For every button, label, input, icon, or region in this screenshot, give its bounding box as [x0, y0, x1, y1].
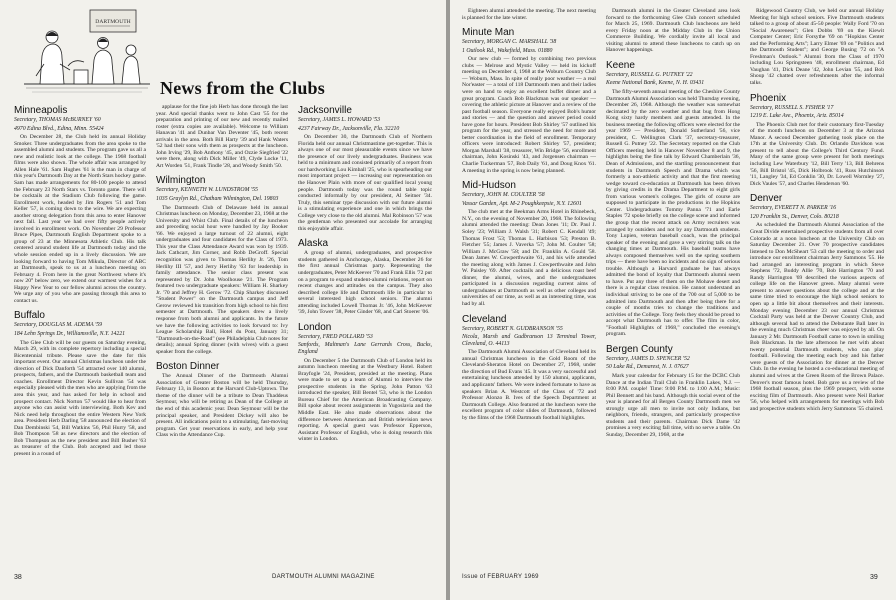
club-report-text: Dartmouth alumni in the Greater Cleveland area look forward to the forthcoming Glee Club concert scheduled for March 25, 1969. Dartmouth Club luncheons are held every Friday noon at the Midday Club in the Union Commerce Building. We cordially invite all local and visiting alumni to attend these luncheons to catch up on Hanover happenings. — [606, 8, 740, 54]
club-secretary: Secretary, RUSSELL S. FISHER '17 — [750, 104, 834, 111]
club-address: Vassar Garden, Apt. M-2 Poughkeepsie, N.Y. 12601 — [462, 200, 582, 207]
club-secretary: Secretary, JOHN M. COULTER '58 — [462, 192, 545, 199]
club-heading: Jacksonville — [298, 105, 352, 116]
club-address: 1 Outlook Rd., Wakefield, Mass. 01880 — [462, 47, 553, 54]
club-address: Keene National Bank, Keene, N. H. 03431 — [606, 80, 705, 87]
club-report-text: The Phoenix Club met for their customary first-Tuesday of the month luncheon on December 3 at the Arizona Manor. A second December gathering took place on the 17th at the University Club. Dr. Orlando Davidson was present to tell about the College's Third Century Fund. Many of the same group were present for both meetings including Lew Waterbury '12, Bill Terry '13, Bill Behrens '56, Bill Bristol '45, Dick Holbrook '41, Russ Hutchinson '11, Langley '34, Ed Conklin '30, Dr. Lowell Wormley '27, Dick Vaules '57, and Charles Henderson '60. — [750, 121, 884, 187]
club-address: Sanfords, Maltman's Lane Gerrards Cross, Bucks, England — [298, 342, 432, 356]
illustration-label: DARTMOUTH — [95, 19, 131, 25]
club-secretary: Secretary, ROBERT N. GUDBRANSON '55 — [462, 325, 563, 332]
club-secretary: Secretary, KENNETH W. LUNDSTROM '55 — [156, 187, 258, 194]
club-report-text: Mark your calendar for February 15 for the DCBC Club Dance at the Indian Trail Club in Franklin Lakes, N.J. — 8:00 P.M. couple! Time: 9:00 P.M. to 1:00 A.M.; Music: Phil Bennett and his band. Although this social event of the year is planned for all Bergen County Dartmouth men we strongly urge all men to invite not only Indians, but neighbors, friends, strangers, and particularly prospective students and their parents. Chairman Dick Dame '42 promises a very exciting fall time, with no serve a table. On Sunday, December 29, 1968, at the — [606, 372, 740, 438]
section-gap — [156, 439, 288, 444]
club-report-text: On December 30, the Dartmouth Club of Northern Florida held our annual Christmastime get-together. This is always one of our most pleasurable events since we have the presence of our lively undergraduates. Business was held to a minimum and consisted primarily of a report from our hardworking Lou Kimball '25, who is spearheading our most important project — increasing our representation on the Hanover Plain with more of our qualified local young people. Dartmouth today was the round table topic conducted informally by our president, Al Seitner '34. Truly, this seminar type discussion with our future alumni is a stimulating experience and one in which brings the College very close to the old alumni. Mal Robinson '57 was the gentleman who presented our accolade for arranging this enjoyable affair. — [298, 134, 432, 232]
club-secretary: Secretary, FRED POLLARD '53 — [298, 333, 373, 340]
club-report-text: The Annual Dinner of the Dartmouth Alumni Association of Greater Boston will be held Thursday, February 13, in Boston at the Harvard Club-Uptown. The theme of the dinner will be a tribute to Dean Thaddeus Seymour, who will be retiring as Dean of the College at the end of this academic year. Dean Seymour will be the principal speaker, and President Dickey will also be present. All indications point to a stimulating, fast-moving program. Get your reservations in early, and help your Class win the Attendance Cup. — [156, 373, 288, 439]
club-address: 50 Lake Rd., Demarest, N. J. 07627 — [606, 364, 689, 371]
page-number-left: 38 — [14, 574, 22, 581]
club-heading: London — [298, 321, 332, 333]
left-page — [0, 0, 446, 600]
page-number-right: 39 — [870, 574, 878, 581]
section-gap — [750, 412, 884, 417]
section-gap — [462, 421, 596, 426]
club-report-text: The Dartmouth Club of Delaware held its annual Christmas luncheon on Monday, December 23, 1968 at the University and Whist Club. Final details of the luncheon and preceding social hour were handled by Jay Booker '66. We enjoyed a large turnout of 22 alumni, eight undergraduates and four candidates for the Class of 1973. This year the Class Attendance Award was won by 1939. Jack Cathcart, Jim Corner, and Robb DeGroff. Special recognition was given to Thomas Herlihy Jr. '26, Tom Herlihy III '57, and Jerry Herlihy '63 for leadership in family attendance. The senior class present was represented by Dr. John Woolhouse '21. The Program featured two undergraduate speakers: William H. Sharkey Jr. '70 and Jeffrey H. Gerow '72. Chip Sharkey discussed "Student Power" on the Dartmouth campus and Jeff Gerow reviewed his transition from high school to his first semester at Dartmouth. The speakers drew a lively response from both alumni and applicants. In the future we have the following activities to look forward to: Ivy League Scholarship Ball, Hotel du Pont, January 31; "Dartmouth-on-the-Road" (see Philadelphia Club notes for details); annual Spring dinner (with wives) with a guest speaker from the college. — [156, 204, 288, 355]
club-address: 4237 Fairway Dr., Jacksonville, Fla. 32210 — [298, 125, 400, 132]
club-heading: Alaska — [298, 238, 329, 250]
club-heading: Minute Man — [462, 27, 515, 39]
issue-footer: Issue of FEBRUARY 1969 — [462, 574, 539, 580]
clubhouse-illustration — [22, 4, 152, 96]
club-report-text: The club met at the Beekman Arms Hotel in Rhinebeck, N.Y., on the evening of November 20, 1968. The following alumni attended the meeting: Dean Jones '11; Dr. Paul J. Soley '23; William J. Walsh '31; Robert C. Kendall '49; Thomas Frost '53; Thomas L. Harbison '53; Preston B. Fletcher '55; James J. Vaverka '57; John M. Coulter '58; William J. McGraw '58; and Dr. Franklin A. Gould '58. Dean James W. Cowperthwaite '61, and his wife attended the meeting along with James J. Cowperthwaite and John W. Paisley '69. After cocktails and a delicious roast beef dinner, the alumni, wives, and the undergraduates participated in a discussion regarding current aims of undergraduates at Dartmouth as well as other colleges and universities of our time, as well as an interesting time, was had by all. — [462, 209, 596, 307]
club-heading: Denver — [750, 193, 783, 205]
club-secretary: Secretary, MORGAN C. MARSHALL '38 — [462, 39, 557, 46]
right-page — [450, 0, 896, 600]
club-report-text: The fifty-seventh annual meeting of the Cheshire County Dartmouth Alumni Association was held Thursday evening, December 26, 1968. Although the weather was somewhat decimated by the zero weather and that bug from Hong Kong sixty hardy members and guests attended. In the business meeting the following officers were elected for the year 1969 — President, Donald Sutherland '56, vice president, C. Wellington Clark '37, secretary-treasurer, Russell G. Putney '22. The Secretary reported on the Club Officers meeting held in Hanover November 8 and 9, the highlights being the fine talk by Edward Chamberlain '36, Dean of Admissions, and the startling pronouncement that students in Dartmouth Speech and Drama which was formerly a non-athletic activity and that the first meeting wedge toward co-education at Dartmouth has been driven by giving credits in the Drama Department to eight girls from various women's colleges. The girls of course are supposed to participate in the productions in the Hopkins Center. Undergraduates Tommy Panna '71 and Earle Staples '72 spoke briefly on the college scene and informed the group that the recent attack on Army recruiters was arranged by outsiders and not by any Dartmouth students. Tony Lupien, veteran baseball coach, was the principal speaker of the evening and gave a very stirring talk on the changing times at Dartmouth. His baseball teams have always composed themselves well on the spring southern trips — there have been no incidents and no sign of serious trouble. Although a Harvard graduate he has always admitted the bond of loyalty that Dartmouth alumni seem to have. Put any three of them on the Mohave desert and there is a regular class reunion. He cannot understand an individual striving to be one of the 700 out of 5,000 to be admitted into Dartmouth and then after being there for a couple of months tries to change the traditions and activities of the College. Tony feels they should be proud to accept what Dartmouth has to offer. The film in color, "Football Highlights of 1968," concluded the evening's program. — [606, 89, 740, 338]
club-heading: Minneapolis — [14, 105, 68, 116]
magazine-footer: DARTMOUTH ALUMNI MAGAZINE — [272, 574, 375, 580]
page-title: News from the Clubs — [160, 78, 325, 98]
club-secretary: Secretary, THOMAS McBURNEY '60 — [14, 117, 101, 123]
club-report-text: As scheduled the Dartmouth Alumni Association of the Great Divide entertained prospective students from all over Colorado at a noon luncheon at the University Club on Saturday December 21. Over 70 prospective candidates listened to Don McSheart '53 call the meeting to order and introduce our enrollment chairman Jerry Sammons '55. He had arranged an interesting program in which Steve Stephens '72, Buddy Allie '70, Bob Harrington '70 and Randy Harrington '69 described the various aspects of college life on the Hanover green. Many alumni were present to answer questions about the college and at the same time tried to encourage the high school seniors to open up a little bit about themselves and their interests. Monday evening December 23 our annual Christmas Cocktail Party was held at the Denver Country Club, and although several had to attend the Debutante Ball later in the evening much Christmas cheer was enjoyed by all. On January 2 Mr. Dartmouth Football came to town in smiling Bob Blackman. In the late afternoon he met with about twenty potential Dartmouth students, who can play football. Following the meeting each boy and his father were guests of the Association for dinner at the Denver Club. In the evening he hosted a co-educational meeting of alumni and wives at the Green Room of the Brown Palace. Denver's most famous hotel. Bob gave us a review of the 1968 football season, plus the 1969 prospect, with some exciting film of Dartmouth. Also present were Neil Barker '56, who helped with arrangements for meetings with Bob and prospective students which Jerry Sammons '55 chaired. — [750, 222, 884, 412]
club-secretary: Secretary, JAMES L. HOWARD '53 — [298, 117, 381, 123]
club-address: 184 Lehn Springs Dr., Williamsville, N.Y. 14221 — [14, 331, 126, 337]
club-report-text: Eighteen alumni attended the meeting. The next meeting is planned for the late winter. — [462, 8, 596, 21]
club-report-text: The Dartmouth Alumni Association of Cleveland held its annual Christmas luncheon in the Gold Room of the Cleveland-Sheraton Hotel on December 27, 1968, under the direction of Bud Evans '45. It was a very successful and entertaining luncheon attended by 150 alumni, applicants, and applicants' fathers. We were indeed fortunate to have as speakers Brian A. Westcott of the Class of '72 and Professor Alonzo B. Ives of the Speech Department at Dartmouth College. Also featured at the luncheon were the excellent program of color slides of Dartmouth, followed by the films of the 1968 Dartmouth football highlights. — [462, 349, 596, 421]
club-address: 4970 Edina Blvd., Edina, Minn. 55424 — [14, 125, 104, 132]
club-report-text: On December 5 the Dartmouth Club of London held its autumn luncheon meeting at the Westbury Hotel. Robert Brayfogle '24, President, presided at the meeting. Plans were made to set up a team of Alumni to interview the prospective students in the Spring. John Patton '63 introduced the speaker, Bill Bentel '53, who is the London Bureau Chief for the American Broadcasting Company. Bill spoke about recent assignments in Yugoslavia and the Middle East. He also made observations about the difference between American and British television news reporting. A special guest was Professor Epperson, Assistant Professor of English, who is doing research this winter in London. — [298, 357, 432, 443]
section-gap — [298, 443, 432, 448]
section-gap — [14, 457, 146, 462]
club-secretary: Secretary, EVERETT N. PARKER '16 — [750, 205, 837, 212]
club-secretary: Secretary, RUSSELL G. PUTNEY '22 — [606, 71, 693, 78]
left-column-3 — [298, 104, 432, 448]
left-column-2 — [156, 104, 288, 444]
club-heading: Boston Dinner — [156, 361, 220, 373]
club-report-text: The Glee Club will be our guests on Saturday evening, March 29, with its complete repertory including a special Bicentennial tribute. Please save the date for this important event. Our annual Christmas luncheon under the direction of Dick Danforth '54 attracted over 140 alumni, prospects, fathers, and the Dartmouth basketball team and coaches. Enrollment Director Kevin Sullivan '54 was especially pleased with the men who are applying from the area this year, and has asked for help in school and prospect contact. Nick Norton '57 would like to hear from anyone who can assist with interviewing. Both Kev and Nick need help throughout the entire Western New York area. President Herb Darling '58 announced the election of Dan Dembinski '54, Bill Watkins '56, Phil Hurry '58, and Bob Thompson '58 as new directors and the election of Bob Thompson as the new president and Bill Busher '63 as treasurer of the Club. Bob accepted and led those present in a round of — [14, 339, 146, 457]
club-report-text: applause for the fine job Herb has done through the last year. And special thanks went to John Cast '55 for the preparation and printing of our new and recently mailed roster (extra copies are available). Welcome to William Hanavan '41 and Dunbar Van Deventer '45, both recent arrivals in the area. Both Bill Harty '39 and Hank Waters '52 had their sons with them as prospects at the luncheon. John Irving '29, Bob Anthony '45, and Ozzie Siegfried '22 were there, along with Dick Miller '49, Clyde Locke '11, Art Worden '51, Frank Tindle '28, and Woody Smith '50. — [156, 104, 288, 169]
club-heading: Buffalo — [14, 310, 45, 322]
club-heading: Mid-Hudson — [462, 180, 516, 192]
club-heading: Keene — [606, 59, 635, 71]
club-address: 1219 E. Lake Ave., Phoenix, Ariz. 85014 — [750, 113, 844, 120]
right-column-2 — [606, 8, 740, 443]
club-report-text: Our new club — formed by combining two previous clubs — Melrose and Mystic Valley — held its kickoff meeting on December 4, 1968 at the Woburn Country Club — Woburn, Mass. In spite of really poor weather — a real Nor'easter — a total of 118 Dartmouth men and their ladies were on hand to enjoy an excellent buffet dinner and a great program. Coach Bob Blackman was our speaker — covering the athletic picture at Hanover and a review of the past football season. Everyone really enjoyed Bob's humor and stories — and the question and answer period could have gone for hours. President Bob Shirley '57 outlined his program for the year, and stressed the need for more and better coordination in the field of enrollment. Temporary officers were introduced: Robert Shirley '57, president; Morgan Marshall '38, treasurer, Win Bridge '56, enrollment chairman, John Kosinski '43, and Jorgensen chairman — Charlie Tuckerman '57, Bob Daily '61, and Doug Knox '61. A meeting in the spring is now being planned. — [462, 56, 596, 174]
club-address: 1035 Graylyn Rd., Chatham Wilmington, Del. 19803 — [156, 196, 279, 203]
club-heading: Phoenix — [750, 92, 787, 104]
club-report-text: On December 28, the Club held its annual Holiday Smoker. Three undergraduates from the area spoke to the assembled alumni and students. The program gave us all a new and realistic look at the college. The 1968 football films were also shown. The whole affair was arranged by Allen Hale '61. Sam Hughes '61 is the man in charge of this year's Dartmouth Day at the North Stars hockey game. Sam has made arrangements for 80-100 people to attend the February 23 North Stars vs. Toronto game. There will be cocktails at the Stadium Club following the game. Enrollment work, headed by Jim Rogers '51 and Tom Keller '57, is coming down to the wire. We are expecting another strong delegation from this area to enter Hanover next fall. Last year we had over fifty people actively involved in enrollment work. On November 29 Professor Bruce Pipes, Dartmouth English Department spoke to a group of 23 at the Minnesota Athletic Club. His talk centered around student life at Dartmouth today and the whole session ended up in a lively discussion. We are looking forward to having Tom Mikula, Director of ABC at Dartmouth, speak to us at a luncheon meeting on February 4. From here in the great Northwest where it's now 20° below zero, we extend our warmest wishes for a Happy New Year to our fellow alumni across the country. We urge any of you who are passing through this area to contact us. — [14, 134, 146, 304]
right-column-1 — [462, 8, 596, 426]
club-heading: Wilmington — [156, 175, 206, 187]
right-column-3 — [750, 8, 884, 417]
club-address: Nicola, Marsh and Gudbranson 13 Terminal Tower, Cleveland, O. 44113 — [462, 334, 596, 347]
club-report-text: Ridgewood Country Club, we held our annual Holiday Meeting for high school seniors. Five Dartmouth students talked to a group of about 45-50 people: Wally Ford '70 on "Social Awareness"; Glen Dobbs '69 on the Kiewit Computer Center; Eric Forsythe '69 on "Hopkins Center and the Performing Arts"; Larry Elmer '69 on "Politics and the Dartmouth Student"; and George Busing '72 on "A Freshman's Outlook." Alumni from the Class of 1970 including Lou Springsteen '48, enrollment chairman, Ed Vaughan '41, Dick Deane '42, John Levian '55, and Bob Shoup '42 chatted over refreshments after the informal talks. — [750, 8, 884, 87]
section-gap — [606, 438, 740, 443]
club-heading: Cleveland — [462, 313, 507, 325]
club-address: 120 Franklin St., Denver, Colo. 80218 — [750, 213, 839, 220]
club-heading: Bergen County — [606, 343, 673, 355]
club-secretary: Secretary, DOUGLAS M. ADEMA '59 — [14, 322, 103, 329]
club-secretary: Secretary, JAMES D. SPENCER '52 — [606, 355, 690, 362]
left-column-1 — [14, 104, 146, 462]
club-report-text: A group of alumni, undergraduates, and prospective students gathered in Anchorage, Alaska, December 26 for the first annual Christmas party. Representing the undergraduates, Peter McKeever '70 and Frank Ellis '72 put on a program to expand student-alumni relations, report on recent changes and attitudes on the campus. They also described college life and Dartmouth life in particular to several interested high school seniors. The alumni attending included Lowell Thomas Jr. '46, John McKeever '39, John Tower '38, Peter Ginder '68, and Carl Stoerer '06. — [298, 250, 432, 316]
